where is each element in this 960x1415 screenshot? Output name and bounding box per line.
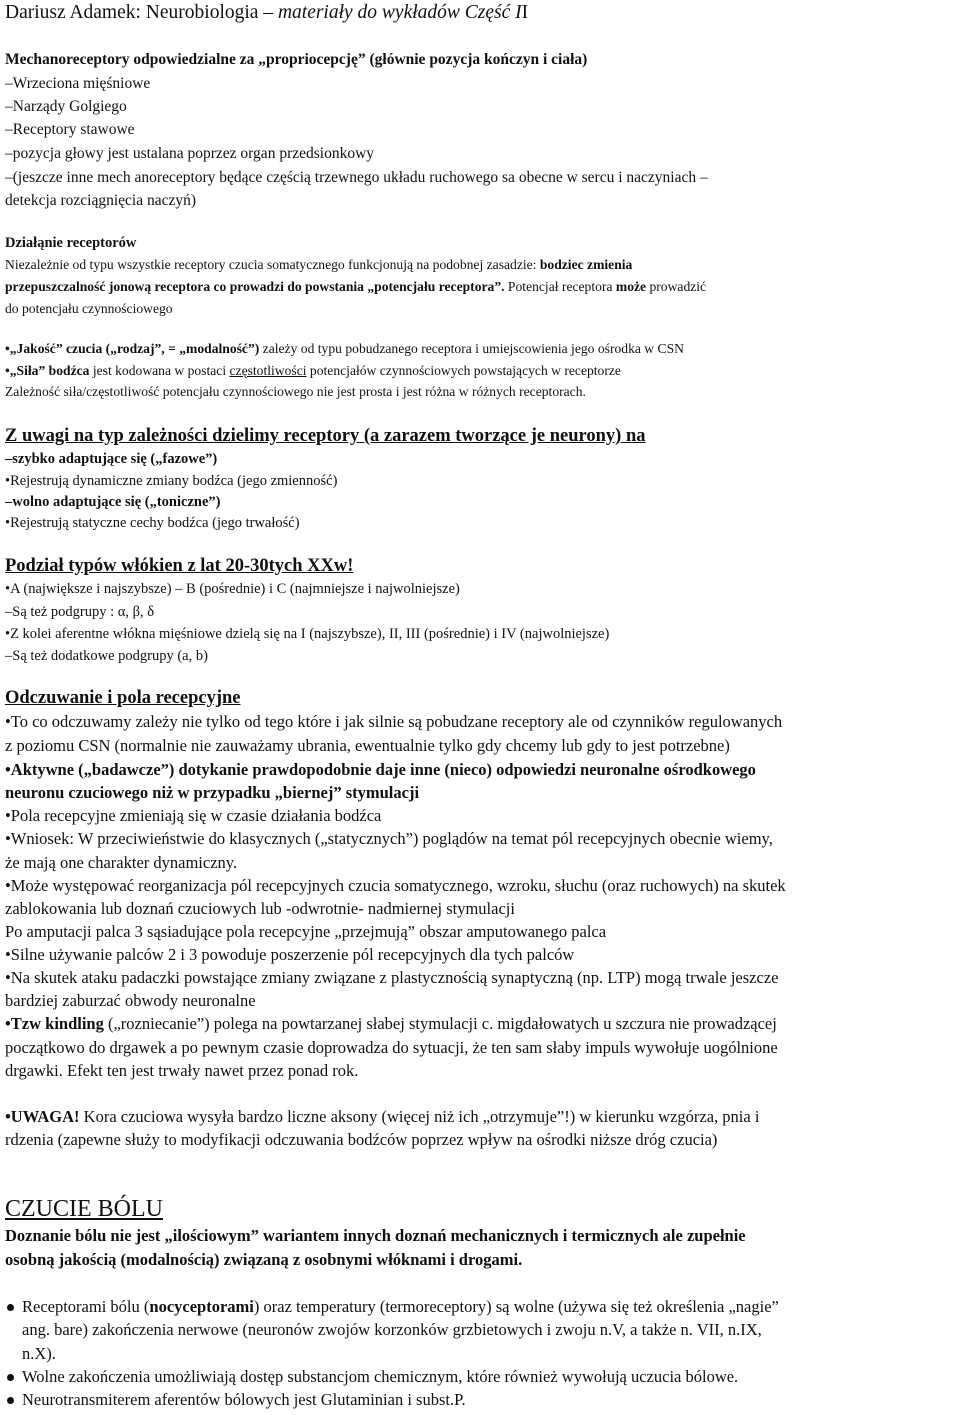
bullet-strength: •„Siła” bodźca jest kodowana w postaci częstotliwości potencjałów czynnościowych powstających w receptorze [5, 363, 621, 378]
list-item: –Wrzeciona mięśniowe [5, 75, 151, 92]
paragraph-line: •Aktywne („badawcze”) dotykanie prawdopodobnie daje inne (nieco) odpowiedzi neuronalne ośrodkowego [5, 760, 756, 779]
paragraph-line: •Tzw kindling („rozniecanie”) polega na powtarzanej słabej stymulacji c. migdałowatych u szczura nie prowadzącej [5, 1014, 777, 1033]
paragraph-line: drgawki. Efekt ten jest trwały nawet przez ponad rok. [5, 1061, 359, 1080]
paragraph-line: •Silne używanie palców 2 i 3 powoduje poszerzenie pól recepcyjnych dla tych palców [5, 945, 575, 964]
paragraph-line: Zależność siła/częstotliwość potencjału czynnościowego nie jest prosta i jest różna w różnych receptorach. [5, 384, 586, 399]
fiber-types-heading: Podział typów włókien z lat 20-30tych XXw! [5, 556, 354, 576]
paragraph-line: Niezależnie od typu wszystkie receptory czucia somatycznego funkcjonują na podobnej zasadzie: bodziec zmienia [5, 257, 633, 272]
paragraph-line: neuronu czuciowego niż w przypadku „biernej” stymulacji [5, 783, 420, 802]
paragraph-line: bardziej zaburzać obwody neuronalne [5, 991, 256, 1010]
list-item: –Receptory stawowe [5, 121, 135, 138]
paragraph-line: zablokowania lub doznań czuciowych lub -odwrotnie- nadmiernej stymulacji [5, 899, 515, 918]
bullet-item: Neurotransmiterem aferentów bólowych jest Glutaminian i subst.P. [5, 1390, 466, 1410]
bullet-quality: •„Jakość” czucia („rodzaj”, = „modalność”) zależy od typu pobudzanego receptora i umiejscowienia jego ośrodka w CSN [5, 341, 684, 356]
bullet-continuation: ang. bare) zakończenia nerwowe (neuronów zwojów korzonków grzbietowych i zwoju n.V, a także n. VII, n.IX, [22, 1320, 762, 1339]
list-item: –Narządy Golgiego [5, 98, 127, 115]
header-italic: materiały do wykładów Część I [277, 2, 522, 23]
paragraph-line: Doznanie bólu nie jest „ilościowym” wariantem innych doznań mechanicznych i termicznych ale zupełnie [5, 1226, 746, 1245]
bullet-item: Wolne zakończenia umożliwiają dostęp substancjom chemicznym, które również wywołują uczucia bólowe. [5, 1367, 738, 1387]
list-item: •Z kolei aferentne włókna mięśniowe dzielą się na I (najszybsze), II, III (pośrednie) i IV (najwolniejsze) [5, 626, 610, 642]
receptive-fields-heading: Odczuwanie i pola recepcyjne [5, 688, 241, 708]
bullet-continuation: n.X). [22, 1344, 56, 1363]
list-item: –pozycja głowy jest ustalana poprzez organ przedsionkowy [5, 145, 375, 162]
paragraph-line: •Wniosek: W przeciwieństwie do klasycznych („statycznych”) poglądów na temat pól recepcyjnych obecnie wiemy, [5, 829, 773, 848]
paragraph-line: początkowo do drgawek a po pewnym czasie doprowadza do sytuacji, że ten sam słaby impuls wywołuje uogólnione [5, 1038, 778, 1057]
adaptation-heading: Z uwagi na typ zależności dzielimy receptory (a zarazem tworzące je neurony) na [5, 426, 646, 446]
bullet-icon [7, 1397, 14, 1404]
receptor-action-heading: Działąnie receptorów [5, 235, 137, 251]
list-item: –szybko adaptujące się („fazowe”) [5, 451, 218, 467]
paragraph-line: osobną jakością (modalnością) związaną z osobnymi włóknami i drogami. [5, 1250, 523, 1269]
list-item: •A (największe i najszybsze) – B (pośrednie) i C (najmniejsze i najwolniejsze) [5, 581, 460, 597]
list-item: –Są też podgrupy : α, β, δ [5, 604, 155, 620]
paragraph-line: z poziomu CSN (normalnie nie zauważamy ubrania, ewentualnie tylko gdy chcemy lub gdy to jest potrzebne) [5, 736, 730, 755]
bullet-icon [7, 1304, 14, 1311]
paragraph-line: •To co odczuwamy zależy nie tylko od tego które i jak silnie są pobudzane receptory ale od czynników regulowanych [5, 712, 783, 731]
paragraph-line: Po amputacji palca 3 sąsiadujące pola recepcyjne „przejmują” obszar amputowanego palca [5, 922, 607, 941]
paragraph-line: •Pola recepcyjne zmieniają się w czasie działania bodźca [5, 806, 382, 825]
paragraph-line: że mają one charakter dynamiczny. [5, 853, 238, 872]
list-item: •Rejestrują statyczne cechy bodźca (jego trwałość) [5, 515, 300, 531]
bullet-icon [7, 1374, 14, 1381]
list-item: •Rejestrują dynamiczne zmiany bodźca (jego zmienność) [5, 473, 338, 489]
list-item: –Są też dodatkowe podgrupy (a, b) [5, 648, 208, 664]
list-item: detekcja rozciągnięcia naczyń) [5, 192, 197, 209]
running-header: Dariusz Adamek: Neurobiologia – materiały do wykładów Część II [5, 2, 529, 23]
paragraph-line: rdzenia (zapewne służy to modyfikacji odczuwania bodźców poprzez wpływ na ośrodki niższe dróg czucia) [5, 1130, 718, 1149]
paragraph-line: •Na skutek ataku padaczki powstające zmiany związane z plastycznością synaptyczną (np. LTP) mogą trwale jeszcze [5, 968, 779, 987]
mechanoreceptors-heading: Mechanoreceptory odpowiedzialne za „propriocepcję” (głównie pozycja kończyn i ciała) [5, 51, 588, 68]
bullet-item: Receptorami bólu (nocyceptorami) oraz temperatury (termoreceptory) są wolne (używa się też określenia „nagie” [5, 1297, 779, 1317]
paragraph-line: •UWAGA! Kora czuciowa wysyła bardzo liczne aksony (więcej niż ich „otrzymuje”!) w kierunku wzgórza, pnia i [5, 1107, 760, 1126]
paragraph-line: •Może występować reorganizacja pól recepcyjnych czucia somatycznego, wzroku, słuchu (oraz ruchowych) na skutek [5, 876, 786, 895]
list-item: –wolno adaptujące się („toniczne”) [5, 494, 221, 510]
paragraph-line: do potencjału czynnościowego [5, 301, 173, 316]
paragraph-line: przepuszczalność jonową receptora co prowadzi do powstania „potencjału receptora”. Potencjał receptora może prowadzić [5, 279, 707, 294]
pain-heading: CZUCIE BÓLU [5, 1196, 163, 1222]
list-item: –(jeszcze inne mech anoreceptory będące częścią trzewnego układu ruchowego sa obecne w sercu i naczyniach – [5, 169, 708, 186]
